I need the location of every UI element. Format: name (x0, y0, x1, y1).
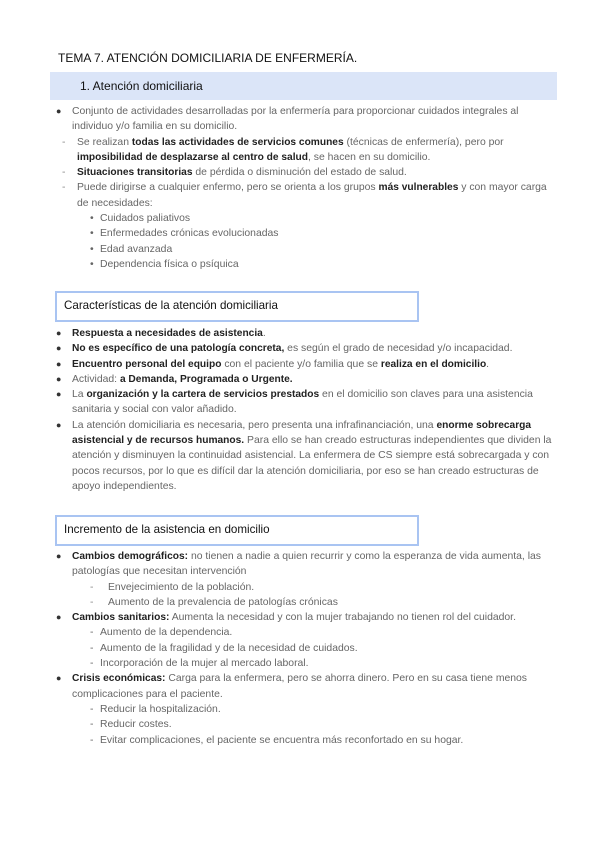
text: Conjunto de actividades desarrolladas por la enfermería para proporcionar cuidados integrales al individuo y/o familia en su domicilio. (72, 106, 519, 133)
section-heading-band (50, 72, 557, 100)
bullet-icon: ● (56, 389, 62, 400)
small-bullet-icon: • (90, 213, 94, 225)
bold-text: Respuesta a necesidades de asistencia (72, 328, 263, 339)
text: Actividad: (72, 373, 120, 385)
subheading: Incremento de la asistencia en domicilio (64, 523, 270, 536)
bullet-icon: ● (56, 673, 62, 684)
list-item (56, 418, 556, 494)
dash-icon: - (62, 136, 66, 148)
list-item (56, 257, 556, 272)
bullet-icon: ● (56, 612, 62, 623)
subheading-box (55, 291, 419, 322)
list-item (56, 625, 556, 640)
bullet-icon: ● (56, 373, 62, 384)
list-item (56, 671, 556, 702)
text: Enfermedades crónicas evolucionadas (100, 228, 279, 240)
text: Incorporación de la mujer al mercado laboral. (100, 658, 309, 670)
list-item (56, 104, 556, 135)
bullet-icon: ● (56, 358, 62, 369)
list-item (56, 165, 556, 180)
bold-text: Encuentro personal del equipo (72, 358, 222, 370)
text: Se realizan (77, 136, 132, 148)
section-caracteristicas (56, 326, 556, 494)
dash-icon: - (90, 719, 94, 731)
text: Edad avanzada (100, 243, 173, 255)
text: , se hacen en su domicilio. (308, 151, 431, 163)
bold-text: a Demanda, Programada o Urgente. (119, 373, 293, 385)
dash-icon: - (90, 734, 94, 746)
dash-icon: - (90, 642, 94, 654)
text: . (262, 328, 266, 339)
text: Reducir costes. (100, 719, 172, 731)
text: Reducir la hospitalización. (100, 703, 221, 715)
bold-text: todas las actividades de servicios comunes (131, 136, 344, 148)
bold-text: organización y la cartera de servicios prestados (86, 389, 320, 401)
list-item (56, 549, 556, 580)
text: Puede dirigirse a cualquier enfermo, pero se orienta a los grupos (77, 182, 379, 194)
text: Cuidados paliativos (100, 213, 191, 225)
text: es según el grado de necesidad y/o incapacidad. (284, 343, 513, 355)
bold-text: imposibilidad de desplazarse al centro de salud (77, 151, 308, 163)
bold-text: No es específico de una patología concreta, (72, 343, 285, 355)
text: de pérdida o disminución del estado de salud. (192, 167, 407, 179)
text: Aumento de la dependencia. (100, 627, 233, 639)
bold-text: Cambios demográficos: (72, 551, 189, 562)
small-bullet-icon: • (90, 243, 94, 255)
subheading: Características de la atención domiciliaria (64, 299, 278, 312)
list-item (56, 641, 556, 656)
list-item (56, 242, 556, 257)
text: Aumento de la fragilidad y de la necesidad de cuidados. (100, 642, 358, 654)
bullet-icon: ● (56, 419, 62, 430)
text: Dependencia física o psíquica (100, 258, 239, 270)
text: . (486, 358, 490, 370)
list-item (56, 211, 556, 226)
bullet-icon: ● (56, 343, 62, 354)
list-item (56, 656, 556, 671)
dash-icon: - (90, 581, 94, 593)
section-incremento (56, 549, 556, 748)
list-item (56, 372, 556, 387)
bold-text: Cambios sanitarios: (72, 612, 170, 624)
list-item (56, 610, 556, 625)
text: en el domicilio son claves para una asistencia sanitaria y social con valor añadido. (72, 389, 533, 416)
bullet-icon: ● (56, 328, 62, 338)
text: (técnicas de enfermería), pero por (343, 136, 504, 148)
list-item (56, 135, 556, 166)
dash-icon: - (90, 596, 94, 608)
bold-text: Crisis económicas: (72, 673, 166, 685)
bold-text: enorme sobrecarga asistencial y de recursos humanos. (72, 419, 532, 447)
dash-icon: - (90, 658, 94, 670)
list-item (56, 226, 556, 241)
list-item (56, 341, 556, 356)
text: Envejecimiento de la población. (108, 581, 255, 593)
list-item (56, 387, 556, 418)
list-item (56, 702, 556, 717)
bold-text: Situaciones transitorias (77, 167, 193, 179)
small-bullet-icon: • (90, 258, 94, 270)
list-item (56, 580, 556, 595)
text: no tienen a nadie a quien recurrir y como la esperanza de vida aumenta, las patologías que necesitan intervención (72, 551, 541, 578)
text: Carga para la enfermera, pero se ahorra dinero. Pero en su casa tiene menos complicaciones para el paciente. (72, 673, 528, 700)
subheading-box (55, 515, 419, 546)
text: Aumenta la necesidad y con la mujer trabajando no tienen rol del cuidador. (169, 612, 516, 624)
dash-icon: - (90, 703, 94, 715)
section-atencion-domiciliaria (56, 104, 556, 272)
bold-text: más vulnerables (378, 182, 459, 194)
dash-icon: - (62, 167, 66, 179)
text: y con mayor carga de necesidades: (77, 182, 547, 209)
list-item (56, 357, 556, 372)
bullet-icon: ● (56, 106, 62, 116)
text: con el paciente y/o familia que se (221, 358, 381, 370)
list-item (56, 595, 556, 610)
bold-text: realiza en el domicilio (380, 358, 487, 370)
list-item (56, 326, 556, 341)
text: Evitar complicaciones, el paciente se encuentra más reconfortado en su hogar. (100, 734, 464, 746)
dash-icon: - (90, 627, 94, 639)
list-item (56, 717, 556, 732)
list-item (56, 733, 556, 748)
small-bullet-icon: • (90, 228, 94, 240)
bullet-icon: ● (56, 551, 62, 561)
list-item (56, 180, 556, 211)
text: La (72, 389, 87, 401)
text: La atención domiciliaria es necesaria, pero presenta una infrafinanciación, una (72, 419, 437, 431)
section-heading: 1. Atención domiciliaria (80, 79, 203, 93)
text: Para ello se han creado estructuras independientes que dividen la atención y disminuyen la continuidad asistencial. La enfermera de CS siempre está sobrecargada y con pocos recursos, por lo que es difícil dar la atención domiciliaria, por eso se han creado estructuras de apoyo independientes. (72, 435, 552, 492)
document-title: TEMA 7. ATENCIÓN DOMICILIARIA DE ENFERMERÍA. (58, 51, 358, 65)
text: Aumento de la prevalencia de patologías crónicas (108, 596, 338, 608)
dash-icon: - (62, 182, 66, 194)
